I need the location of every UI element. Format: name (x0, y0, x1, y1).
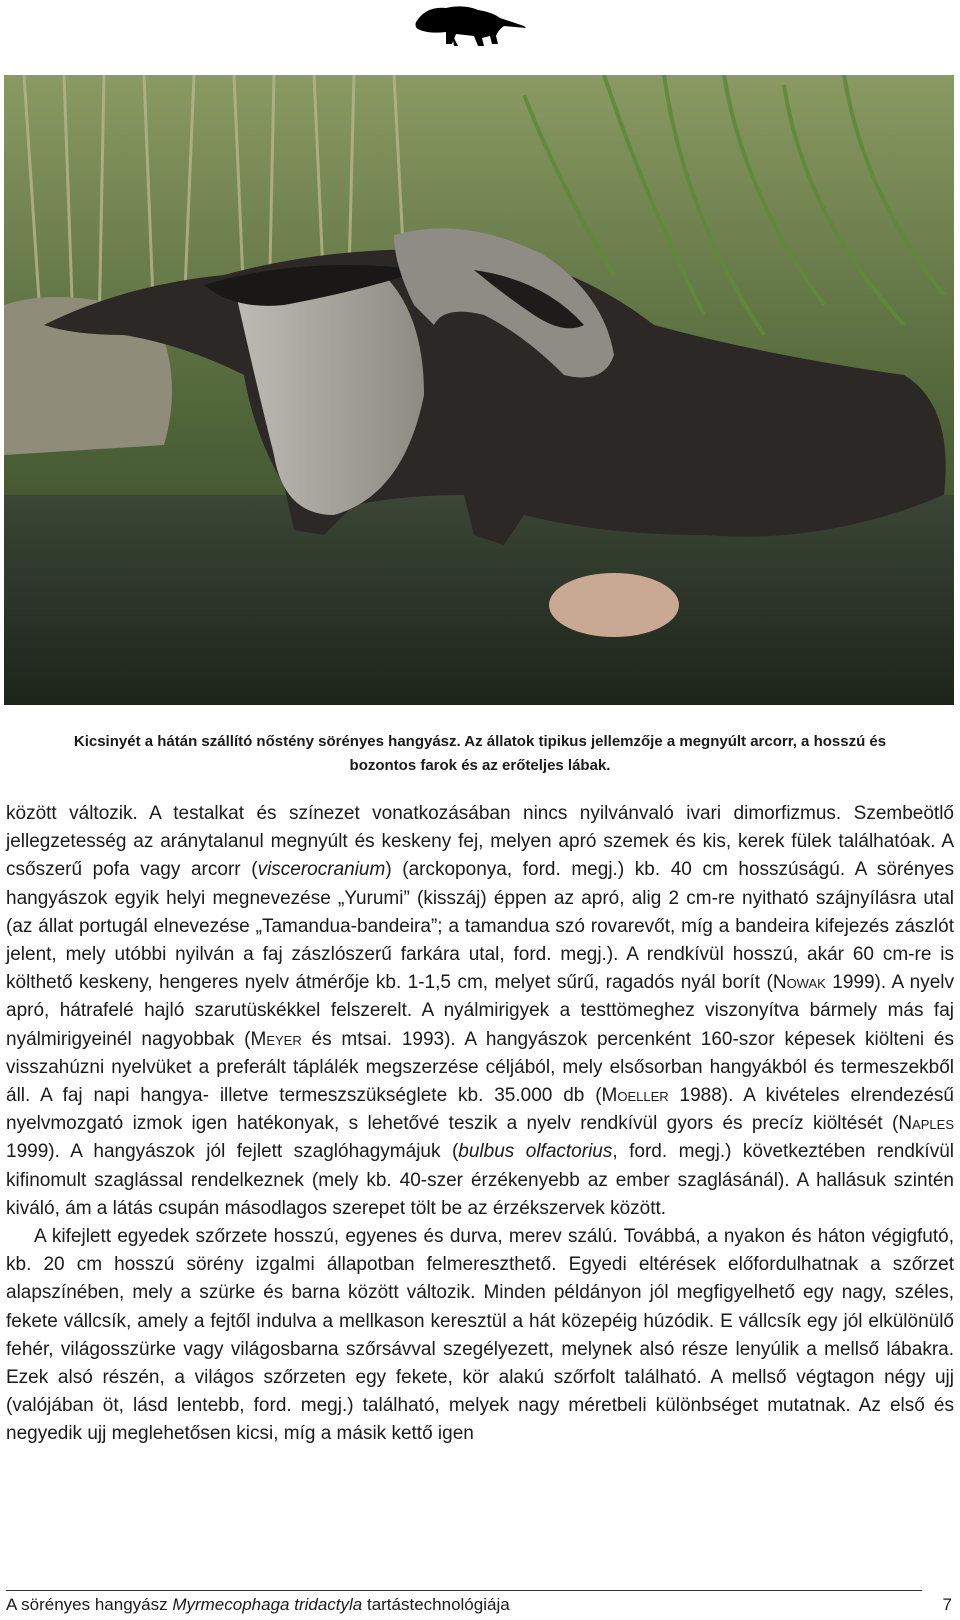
text-run: 1999). A hangyászok jól fejlett szaglóhagymájuk ( (6, 1141, 459, 1163)
citation-author: Nowak (772, 972, 826, 994)
body-text (6, 800, 954, 1449)
text-run: 1988). A kivételes elrendezésű nyelvmozgató izmok igen hatékonyak, s lehetővé teszik a nyelv rendkívül gyors és precíz kiöltését ( (6, 1085, 954, 1135)
paragraph-2: A kifejlett egyedek szőrzete hosszú, egyenes és durva, merev szálú. Továbbá, a nyakon és háton végigfutó, kb. 20 cm hosszú sörény izgalmi állapotban felmereszthető. Egyedi eltérések előfordulhatnak a szőrzet alapszínében, mely a szürke és barna között változik. Minden példányon jól megfigyelhető egy nagy, széles, fekete vállcsík, amely a fejtől indulva a mellkason keresztül a hát közepéig húzódik. E vállcsík egy jól elkülönülő fehér, világosszürke vagy világosbarna szőrsávval szegélyezett, melynek alsó része lenyúlik a mellső lábakra. Ezek alsó részén, a világos szőrzeten egy fekete, kör alakú szőrfolt található. A mellső végtagon négy ujj (valójában öt, lásd lentebb, ford. megj.) található, melyek nagy méretbeli különbséget mutatnak. Az első és negyedik ujj meglehetősen kicsi, míg a másik kettő igen (6, 1226, 954, 1445)
text-run: ) (arckoponya, ford. megj.) kb. 40 cm hosszúságú. A sörényes hangyászok egyik helyi megnevezése „Yurumi” (kisszáj) éppen az apró, alig 2 cm-re nyitható szájnyílásra utal (az állat portugál elnevezése „Tamandua-bandeira”; a tamandua szó rovarevőt, míg a bandeira kifejezés zászlót jelent, mely utóbbi nyilván a faj zászlószerű farkára utal, ford. megj.). A rendkívül hosszú, akár 60 cm-re is költhető keskeny, hengeres nyelv átmérője kb. 1-1,5 cm, melyet sűrű, ragadós nyál borít ( (6, 859, 955, 994)
citation-author: Naples (898, 1113, 954, 1135)
citation-author: Meyer (250, 1028, 302, 1050)
footer-title-prefix: A sörényes hangyász (6, 1595, 173, 1614)
italic-term: viscerocranium (257, 859, 386, 881)
text-run: 1999). A nyelv apró, hátrafelé hajló szarutüskékkel felszerelt. A nyálmirigyek a testtömeghez viszonyítva bármely más faj nyálmirigyeinél nagyobbak ( (6, 972, 954, 1050)
photo-caption (0, 730, 960, 778)
italic-term: bulbus olfactorius (458, 1141, 613, 1163)
footer-species-name: Myrmecophaga tridactyla (172, 1595, 363, 1614)
text-run: és mtsai. 1993). A hangyászok percenként 160-szor képesek kiölteni és visszahúzni nyelvüket a preferált táplálék megszerzése céljából, mely elsősorban hangyákból és termeszekből áll. A faj napi hangya- illetve termeszszükséglete kb. 35.000 db ( (6, 1028, 954, 1107)
text-run: között változik. A testalkat és színezet vonatkozásában nincs nyilvánvaló ivari dimorfizmus. Szembeötlő jellegzetesség az aránytalanul megnyúlt és keskeny fej, melyen apró szemek és kis, kerek fülek találhatóak. A csőszerű pofa vagy arcorr ( (6, 803, 954, 881)
footer-rule (6, 1590, 922, 1591)
page-number: 7 (942, 1595, 952, 1614)
text-run: , ford. megj.) következtében rendkívül kifinomult szaglással rendelkeznek (mely kb. 40-szer érzékenyebb az ember szaglásánál). A hallásuk szintén kiváló, ám a látás csupán másodlagos szerepet tölt be az érzékszervek között. (6, 1141, 955, 1219)
caption-line-1: Kicsinyét a hátán szállító nőstény sörényes hangyász. Az állatok tipikus jellemzője a megnyúlt arcorr, a hosszú és (73, 733, 887, 750)
anteater-silhouette-icon (412, 0, 528, 48)
caption-line-2: bozontos farok és az erőteljes lábak. (349, 757, 611, 774)
paragraph-1 (6, 800, 954, 1223)
giant-anteater-with-young-photo (4, 75, 954, 705)
running-footer-title (6, 1595, 510, 1615)
citation-author: Moeller (601, 1085, 669, 1107)
footer-title-suffix: tartástechnológiája (362, 1595, 510, 1614)
